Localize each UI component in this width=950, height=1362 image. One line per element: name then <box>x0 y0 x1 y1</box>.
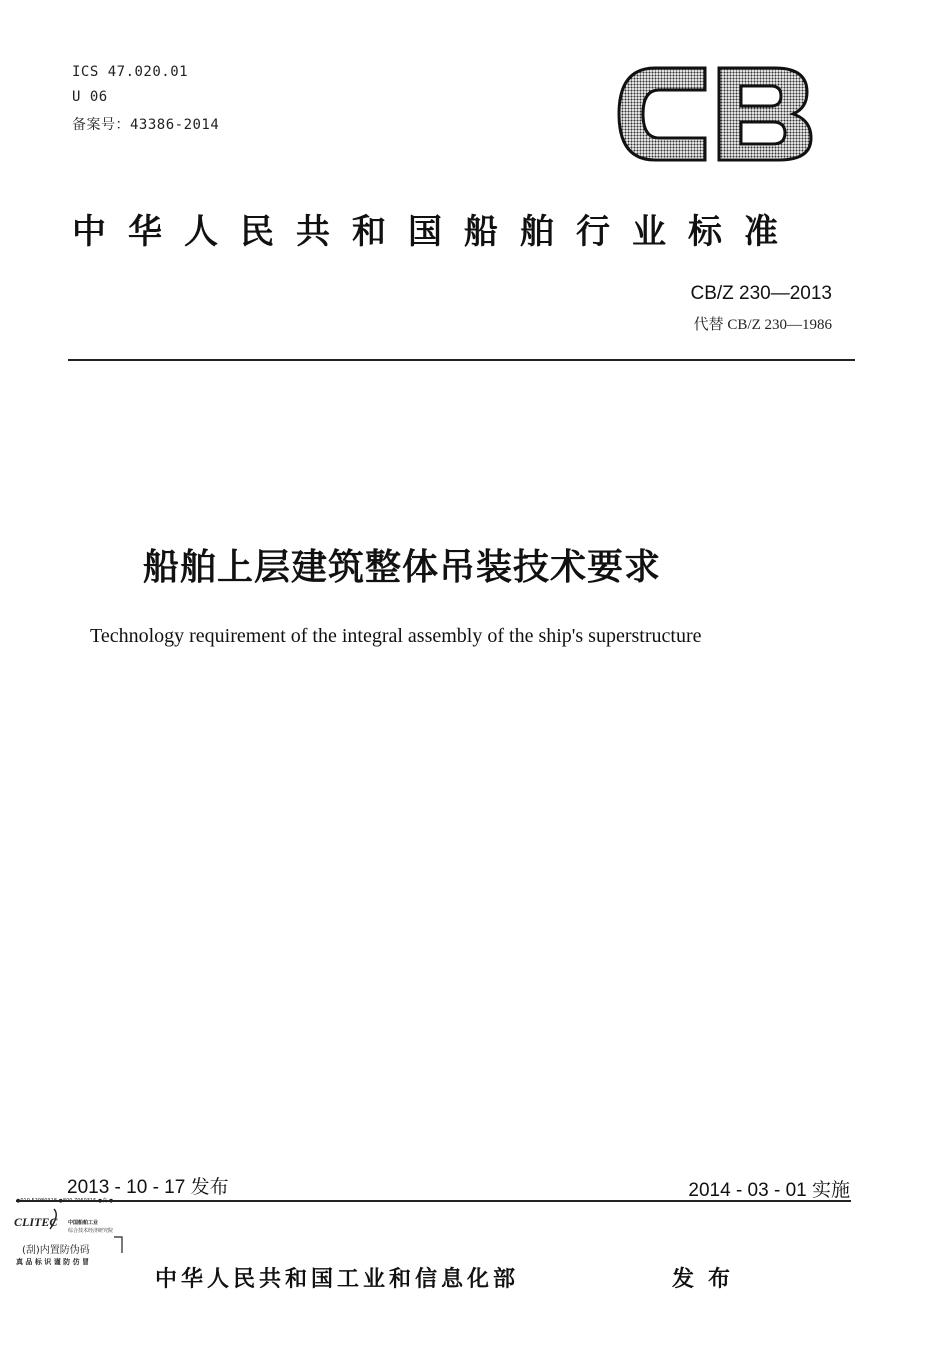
cb-logo <box>615 62 815 167</box>
effective-date: 2014 - 03 - 01 实施 <box>688 1180 850 1201</box>
footer-divider <box>16 1200 851 1202</box>
document-title-english: Technology requirement of the integral assembly of the ship's superstructure <box>90 625 702 647</box>
ics-code: ICS 47.020.01 <box>72 64 189 80</box>
stamp-bottom-text: 真 品 标 识 谨 防 仿 冒 <box>16 1258 90 1266</box>
anti-counterfeit-label <box>10 1197 135 1277</box>
standard-category-title: 中华人民共和国船舶行业标准 <box>72 212 800 252</box>
issuing-authority: 中华人民共和国工业和信息化部 <box>155 1267 520 1292</box>
stamp-brand: CLITEC <box>14 1215 58 1229</box>
stamp-security-code: (刮)内置防伪码 <box>22 1245 90 1256</box>
replaces-standard: 代替 CB/Z 230—1986 <box>693 317 832 333</box>
stamp-org-line1: 中国船舶工业 <box>68 1220 99 1226</box>
document-title-chinese: 船舶上层建筑整体吊装技术要求 <box>143 547 662 588</box>
classification-code: U 06 <box>72 89 108 105</box>
issue-action-label: 发布 <box>672 1267 745 1292</box>
header-divider <box>68 359 855 361</box>
stamp-bracket-icon <box>10 1197 135 1277</box>
stamp-org-line2: 综合技术经济研究院 <box>68 1228 114 1234</box>
record-number: 备案号：43386-2014 <box>72 117 220 133</box>
standard-number: CB/Z 230—2013 <box>690 283 832 304</box>
stamp-serial: ●010 52980318 ●800 7060315 ●真 ● <box>16 1198 114 1204</box>
issue-date: 2013 - 10 - 17 发布 <box>67 1177 229 1198</box>
